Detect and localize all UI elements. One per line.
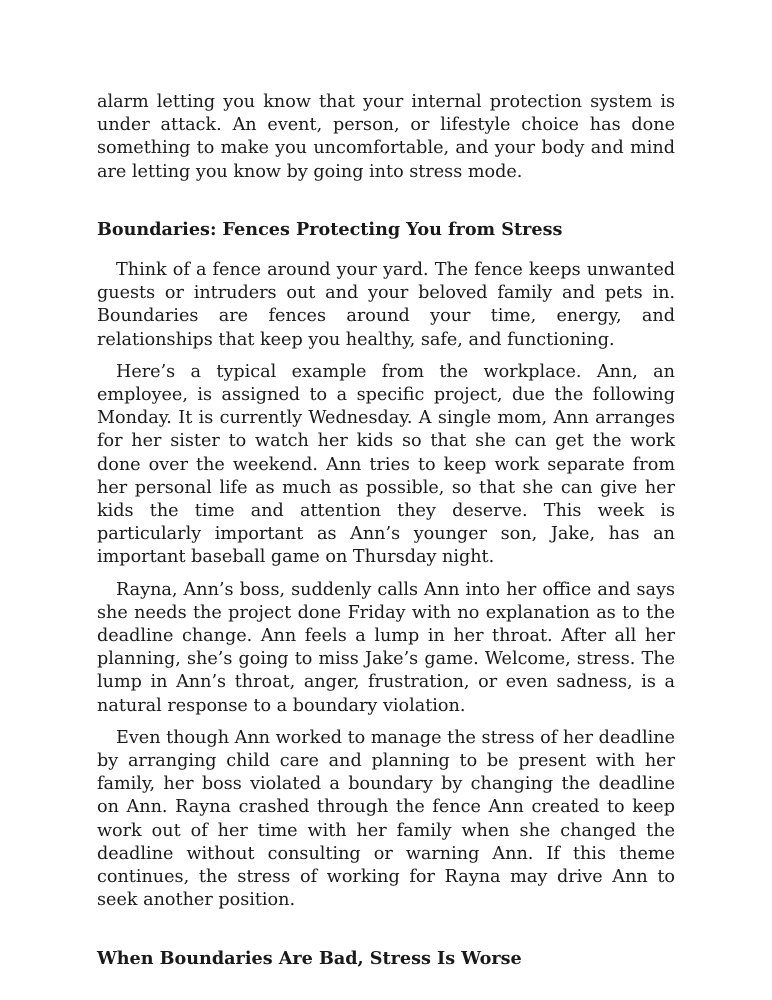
- document-page: [97, 91, 675, 970]
- section-heading-boundaries: Boundaries: Fences Protecting You from Stress: [97, 218, 563, 240]
- section-heading-bad-boundaries: When Boundaries Are Bad, Stress Is Worse: [97, 947, 522, 969]
- body-paragraph: Even though Ann worked to manage the stress of her deadline by arranging child care and planning to be present with her family, her boss violated a boundary by changing the deadline on Ann. Rayna crashed through the fence Ann created to keep work out of her time with her family when she changed the deadline without consulting or warning Ann. If this theme continues, the stress of working for Rayna may drive Ann to seek another position.: [97, 727, 675, 911]
- continued-paragraph: alarm letting you know that your internal protection system is under attack. An event, person, or lifestyle choice has done something to make you uncomfortable, and your body and mind are letting you know by going into stress mode.: [97, 92, 675, 182]
- body-paragraph: Think of a fence around your yard. The fence keeps unwanted guests or intruders out and your beloved family and pets in. Boundaries are fences around your time, energy, and relationships that keep you healthy, safe, and functioning.: [97, 260, 675, 350]
- body-paragraph: Here’s a typical example from the workplace. Ann, an employee, is assigned to a specific project, due the following Monday. It is currently Wednesday. A single mom, Ann arranges for her sister to watch her kids so that she can get the work done over the weekend. Ann tries to keep work separate from her personal life as much as possible, so that she can give her kids the time and attention they deserve. This week is particularly important as Ann’s younger son, Jake, has an important baseball game on Thursday night.: [97, 361, 675, 568]
- body-paragraph: Rayna, Ann’s boss, suddenly calls Ann into her office and says she needs the project done Friday with no explanation as to the deadline change. Ann feels a lump in her throat. After all her planning, she’s going to miss Jake’s game. Welcome, stress. The lump in Ann’s throat, anger, frustration, or even sadness, is a natural response to a boundary violation.: [97, 579, 675, 716]
